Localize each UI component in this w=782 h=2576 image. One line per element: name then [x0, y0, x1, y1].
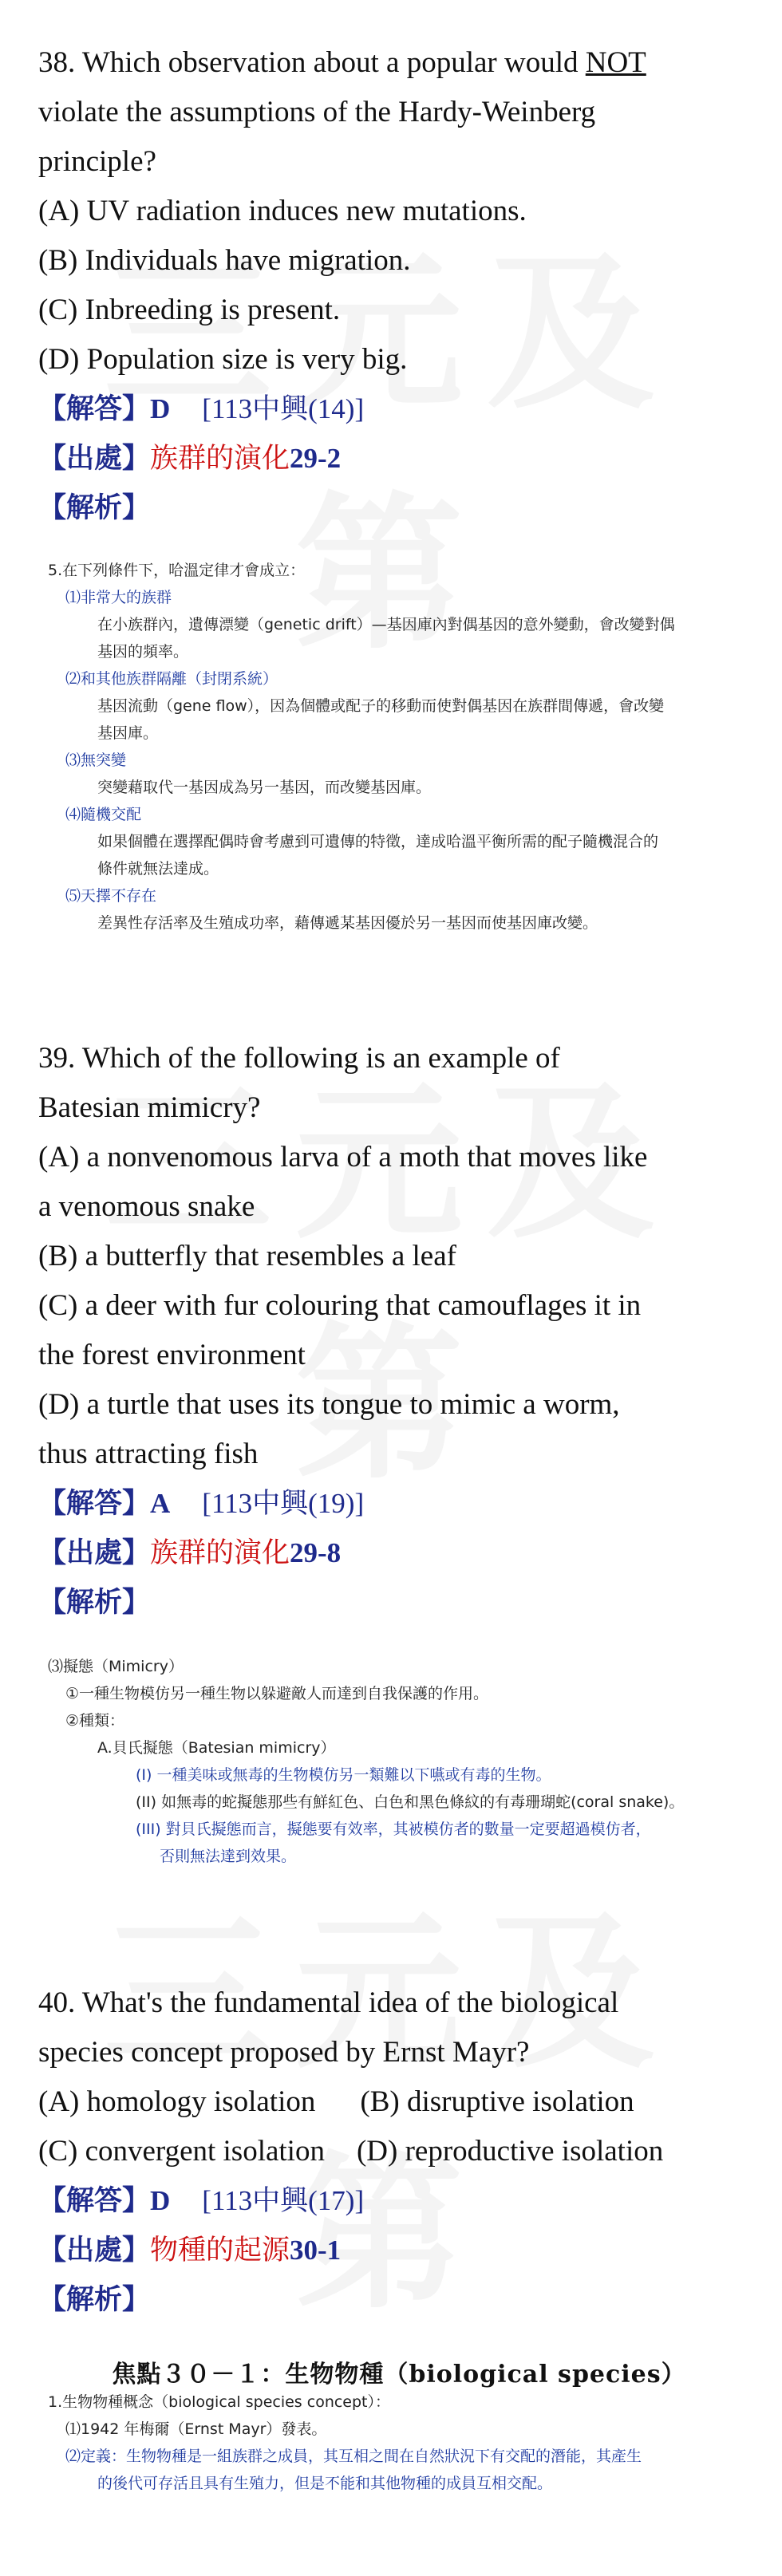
- analysis-line: [38, 483, 756, 533]
- option-row: [38, 2077, 756, 2127]
- answer-ref: [113中興(14)]: [202, 393, 365, 424]
- source-text: 物種的起源: [150, 2235, 290, 2266]
- question-stem: violate the assumptions of the Hardy-Weinberg: [38, 96, 596, 128]
- analysis-text: ⑷隨機交配: [65, 806, 142, 823]
- analysis-text: (III) 對貝氏擬態而言，擬態要有效率，其被模仿者的數量一定要超過模仿者，: [136, 1821, 651, 1838]
- answer-tag: 【解答】: [38, 393, 151, 425]
- option-a: (A) UV radiation induces new mutations.: [38, 195, 527, 227]
- analysis-tag: 【解析】: [38, 1586, 151, 1619]
- analysis-text: (II) 如無毒的蛇擬態那些有鮮紅色、白色和黑色條紋的有毒珊瑚蛇(coral snake)。: [136, 1793, 685, 1811]
- source-tag: 【出處】: [38, 1537, 151, 1569]
- analysis-text: ⑶無突變: [65, 751, 127, 769]
- source-num: 30-1: [290, 2235, 342, 2266]
- analysis-text: 如果個體在選擇配偶時會考慮到可遺傳的特徵，達成哈溫平衡所需的配子隨機混合的: [97, 833, 659, 850]
- option-c: (C) Inbreeding is present.: [38, 294, 341, 326]
- analysis-box-39: [48, 1653, 750, 1870]
- analysis-text: 5.在下列條件下，哈溫定律才會成立：: [48, 562, 306, 579]
- question-stem: 39. Which of the following is an example of: [38, 1042, 560, 1075]
- analysis-box-40: [48, 2361, 750, 2497]
- analysis-text: ⑵和其他族群隔離（封閉系統）: [65, 670, 278, 688]
- option-b: (B) Individuals have migration.: [38, 244, 411, 277]
- analysis-text: 條件就無法達成。: [97, 860, 219, 878]
- question-stem: 40. What's the fundamental idea of the biological: [38, 1986, 619, 2019]
- option-d: (D) Population size is very big.: [38, 343, 408, 376]
- source-text: 族群的演化: [150, 443, 290, 475]
- focus-title: 焦點３０－１：生物物種（biological species）: [112, 2361, 686, 2389]
- question-40: [38, 1978, 756, 2325]
- analysis-text: 突變藉取代一基因成為另一基因，而改變基因庫。: [97, 779, 432, 796]
- source-line: [38, 1529, 756, 1578]
- analysis-line: [38, 2275, 756, 2325]
- analysis-text: ⑵定義：生物物種是一組族群之成員，其互相之間在自然狀況下有交配的潛能，其產生: [65, 2448, 642, 2465]
- answer-ref: [113中興(17)]: [202, 2185, 365, 2216]
- analysis-text: 差異性存活率及生殖成功率，藉傳遞某基因優於另一基因而使基因庫改變。: [97, 914, 598, 932]
- analysis-text: ⑴1942 年梅爾（Ernst Mayr）發表。: [65, 2420, 327, 2438]
- question-stem: 38. Which observation about a popular would NOT: [38, 46, 646, 79]
- analysis-tag: 【解析】: [38, 2283, 151, 2316]
- analysis-text: 基因的頻率。: [97, 643, 189, 661]
- analysis-text: 的後代可存活且具有生殖力，但是不能和其他物種的成員互相交配。: [97, 2475, 553, 2492]
- option-row: [38, 2127, 756, 2176]
- source-text: 族群的演化: [150, 1537, 290, 1569]
- option-d: thus attracting fish: [38, 1438, 259, 1470]
- option-a: (A) homology isolation: [38, 2085, 316, 2118]
- analysis-text: 否則無法達到效果。: [160, 1848, 297, 1865]
- answer-ref: [113中興(19)]: [202, 1488, 365, 1519]
- answer-line: [38, 2176, 756, 2226]
- answer-value: D: [150, 2185, 171, 2216]
- analysis-text: ⑶擬態（Mimicry）: [48, 1658, 184, 1675]
- source-tag: 【出處】: [38, 442, 151, 475]
- question-stem: principle?: [38, 145, 156, 178]
- analysis-text: ①一種生物模仿另一種生物以躲避敵人而達到自我保護的作用。: [65, 1685, 489, 1702]
- option-b: (B) a butterfly that resembles a leaf: [38, 1240, 456, 1272]
- question-39: [38, 1034, 756, 1627]
- answer-value: A: [150, 1488, 171, 1519]
- source-num: 29-2: [290, 443, 342, 474]
- analysis-text: ⑴非常大的族群: [65, 589, 172, 606]
- analysis-text: 1.生物物種概念（biological species concept）：: [48, 2393, 391, 2411]
- analysis-text: 在小族群內，遺傳漂變（genetic drift）—基因庫內對偶基因的意外變動，會改變對偶: [97, 616, 675, 633]
- option-b: (B) disruptive isolation: [360, 2085, 634, 2118]
- analysis-text: 基因流動（gene flow），因為個體或配子的移動而使對偶基因在族群間傳遞，會改變: [97, 697, 665, 715]
- analysis-line: [38, 1578, 756, 1627]
- option-d: (D) a turtle that uses its tongue to mimic a worm,: [38, 1388, 620, 1421]
- source-line: [38, 434, 756, 483]
- analysis-box-38: [48, 557, 750, 937]
- option-a: a venomous snake: [38, 1190, 255, 1223]
- answer-line: [38, 1479, 756, 1529]
- analysis-text: ⑸天擇不存在: [65, 887, 157, 905]
- answer-tag: 【解答】: [38, 2184, 151, 2217]
- analysis-text: 基因庫。: [97, 724, 159, 742]
- answer-line: [38, 385, 756, 434]
- question-38: [38, 38, 756, 533]
- option-a: (A) a nonvenomous larva of a moth that moves like: [38, 1141, 648, 1174]
- option-c: (C) convergent isolation: [38, 2135, 325, 2168]
- question-stem: species concept proposed by Ernst Mayr?: [38, 2036, 530, 2069]
- analysis-text: A.貝氏擬態（Batesian mimicry）: [97, 1739, 336, 1757]
- analysis-text: ②種類：: [65, 1712, 125, 1730]
- option-c: (C) a deer with fur colouring that camouflages it in: [38, 1289, 642, 1322]
- source-tag: 【出處】: [38, 2234, 151, 2266]
- source-line: [38, 2226, 756, 2275]
- option-d: (D) reproductive isolation: [356, 2135, 664, 2168]
- analysis-text: (I) 一種美味或無毒的生物模仿另一類難以下嚥或有毒的生物。: [136, 1766, 551, 1784]
- answer-value: D: [150, 393, 171, 424]
- answer-tag: 【解答】: [38, 1487, 151, 1520]
- question-stem: Batesian mimicry?: [38, 1091, 261, 1124]
- option-c: the forest environment: [38, 1339, 306, 1371]
- analysis-tag: 【解析】: [38, 491, 151, 524]
- source-num: 29-8: [290, 1537, 342, 1568]
